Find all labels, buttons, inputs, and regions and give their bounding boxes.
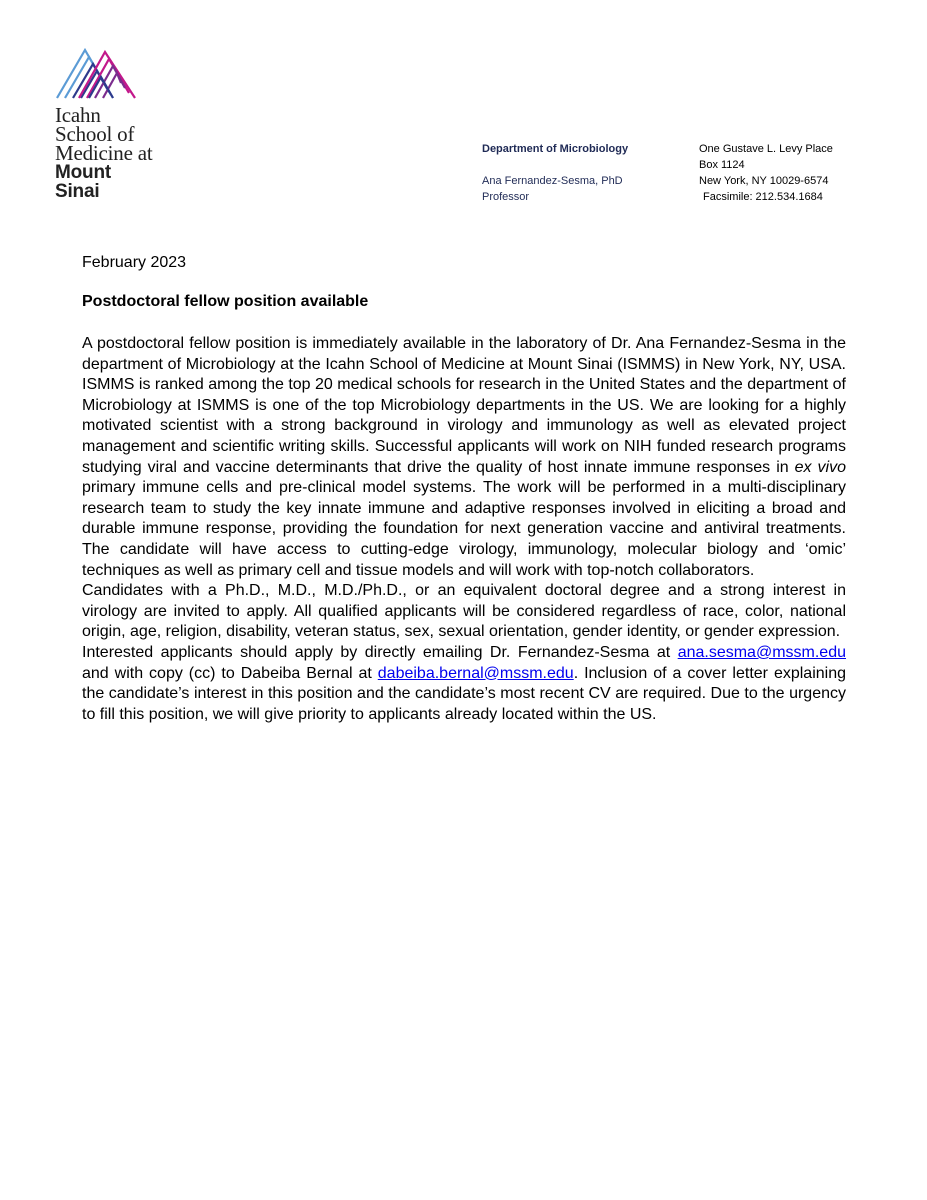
address-block — [699, 141, 833, 205]
fax-number: Facsimile: 212.534.1684 — [703, 191, 823, 203]
paragraph-application: Interested applicants should apply by directly emailing Dr. Fernandez-Sesma at ana.sesma@mssm.edu and with copy (cc) to Dabeiba Bernal at dabeiba.bernal@mssm.edu. Inclusion of a cover letter explaining the candidate’s interest in this position and the candidate’s most recent CV are required. Due to the urgency to fill this position, we will give priority to applicants already located within the US. — [82, 643, 846, 723]
department-name: Department of Microbiology — [482, 143, 629, 155]
department-block — [482, 141, 628, 205]
letter-heading: Postdoctoral fellow position available — [82, 293, 369, 310]
logo-line-4: Mount — [55, 162, 111, 183]
logo-line-2: School of — [55, 122, 135, 146]
address-line-2: Box 1124 — [699, 159, 745, 171]
logo-line-5: Sinai — [55, 181, 100, 202]
logo-wordmark — [55, 103, 195, 202]
paragraph-position-description: A postdoctoral fellow position is immediately available in the laboratory of Dr. Ana Fernandez-Sesma in the department of Microbiology at the Icahn School of Medicine at Mount Sinai (ISMMS) in New York, NY, USA. ISMMS is ranked among the top 20 medical schools for research in the United States and the department of Microbiology at ISMMS is one of the top Microbiology departments in the US. We are looking for a highly motivated scientist with a strong background in virology and immunology as well as elevated project management and scientific writing skills. Successful applicants will work on NIH funded research programs studying viral and vaccine determinants that drive the quality of host innate immune responses in ex vivo primary immune cells and pre-clinical model systems. The work will be performed in a multi-disciplinary research team to study the key innate immune and adaptive responses involved in eliciting a broad and durable immune response, providing the foundation for next generation vaccine and antiviral treatments. The candidate will have access to cutting-edge virology, immunology, molecular biology and ‘omic’ techniques as well as primary cell and tissue models and will work with top-notch collaborators. — [82, 335, 847, 579]
italic-term: ex vivo — [794, 458, 847, 476]
institution-logo — [55, 44, 195, 201]
professor-title: Professor — [482, 191, 530, 203]
email-link-fernandez-sesma[interactable]: ana.sesma@mssm.edu — [677, 643, 846, 661]
letter-body — [82, 334, 846, 725]
logo-line-3: Medicine at — [55, 141, 153, 165]
address-line-1: One Gustave L. Levy Place — [699, 143, 833, 155]
logo-line-1: Icahn — [55, 103, 101, 127]
logo-mountain-icon — [55, 44, 139, 100]
address-line-3: New York, NY 10029-6574 — [699, 175, 829, 187]
letter-date: February 2023 — [82, 254, 187, 271]
paragraph-eligibility: Candidates with a Ph.D., M.D., M.D./Ph.D., or an equivalent doctoral degree and a strong interest in virology are invited to apply. All qualified applicants will be considered regardless of race, color, national origin, age, religion, disability, veteran status, sex, sexual orientation, gender identity, or gender expression. — [82, 582, 846, 641]
email-link-bernal[interactable]: dabeiba.bernal@mssm.edu — [377, 664, 574, 682]
professor-name: Ana Fernandez-Sesma, PhD — [482, 175, 623, 187]
